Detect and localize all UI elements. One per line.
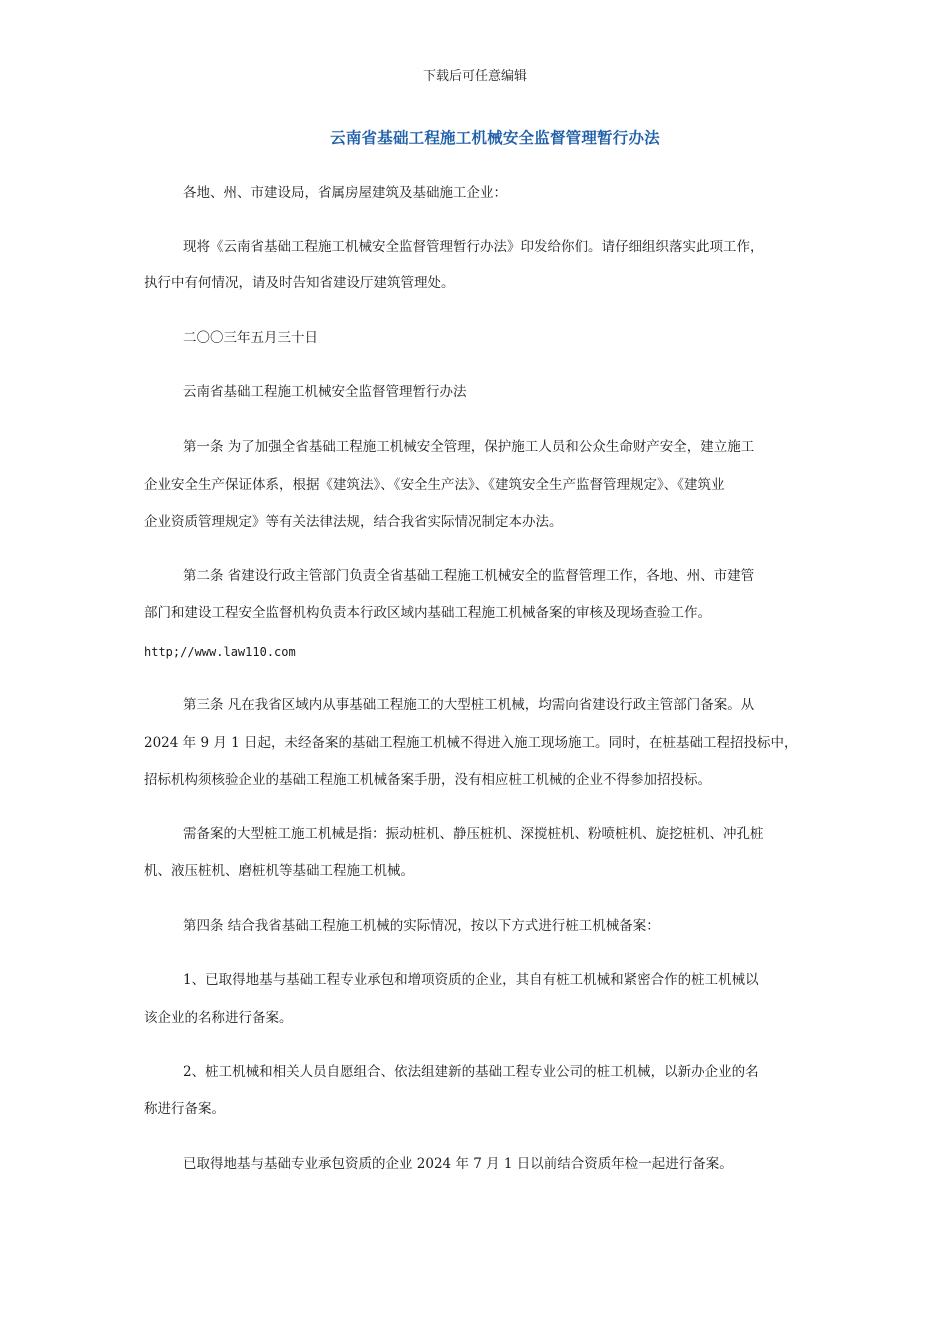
article-1-line: 企业资质管理规定》等有关法律法规，结合我省实际情况制定本办法。 xyxy=(144,514,563,530)
item-2-line: 2、桩工机械和相关人员自愿组合、依法组建新的基础工程专业公司的桩工机械，以新办企业的名 xyxy=(183,1064,759,1080)
item-1-line: 该企业的名称进行备案。 xyxy=(144,1010,293,1026)
header-note: 下载后可任意编辑 xyxy=(422,69,527,84)
document-title: 云南省基础工程施工机械安全监督管理暂行办法 xyxy=(330,128,660,147)
machine-list-line: 需备案的大型桩工施工机械是指：振动桩机、静压桩机、深搅桩机、粉喷桩机、旋挖桩机、冲孔桩 xyxy=(183,826,764,842)
subtitle-line: 云南省基础工程施工机械安全监督管理暂行办法 xyxy=(183,384,467,400)
machine-list-line: 机、液压桩机、磨桩机等基础工程施工机械。 xyxy=(144,863,414,879)
article-3-line: 2024 年 9 月 1 日起，未经备案的基础工程施工机械不得进入施工现场施工。同时，在桩基础工程招投标中， xyxy=(144,735,798,751)
article-1-line: 企业安全生产保证体系，根据《建筑法》、《安全生产法》、《建筑安全生产监督管理规定》、《建筑业 xyxy=(144,477,725,493)
date-line: 二〇〇三年五月三十日 xyxy=(183,330,318,346)
article-1-line: 第一条 为了加强全省基础工程施工机械安全管理，保护施工人员和公众生命财产安全，建立施工 xyxy=(183,439,755,455)
paragraph-line: 现将《云南省基础工程施工机械安全监督管理暂行办法》印发给你们。请仔细组织落实此项工作， xyxy=(183,239,764,255)
paragraph-line: 执行中有何情况，请及时告知省建设厅建筑管理处。 xyxy=(144,275,455,291)
addressee-line: 各地、州、市建设局，省属房屋建筑及基础施工企业： xyxy=(183,185,507,201)
url-line: http;//www.law110.com xyxy=(144,645,296,659)
article-4-line: 第四条 结合我省基础工程施工机械的实际情况，按以下方式进行桩工机械备案： xyxy=(183,918,660,934)
article-3-line: 招标机构须核验企业的基础工程施工机械备案手册，没有相应桩工机械的企业不得参加招投标。 xyxy=(144,772,711,788)
article-2-line: 部门和建设工程安全监督机构负责本行政区域内基础工程施工机械备案的审核及现场查验工作。 xyxy=(144,605,711,621)
article-3-line: 第三条 凡在我省区域内从事基础工程施工的大型桩工机械，均需向省建设行政主管部门备案。从 xyxy=(183,697,755,713)
item-2-line: 称进行备案。 xyxy=(144,1101,225,1117)
closing-line: 已取得地基与基础专业承包资质的企业 2024 年 7 月 1 日以前结合资质年检一起进行备案。 xyxy=(183,1156,733,1172)
article-2-line: 第二条 省建设行政主管部门负责全省基础工程施工机械安全的监督管理工作，各地、州、市建管 xyxy=(183,568,755,584)
item-1-line: 1、已取得地基与基础工程专业承包和增项资质的企业，其自有桩工机械和紧密合作的桩工机械以 xyxy=(183,972,759,988)
